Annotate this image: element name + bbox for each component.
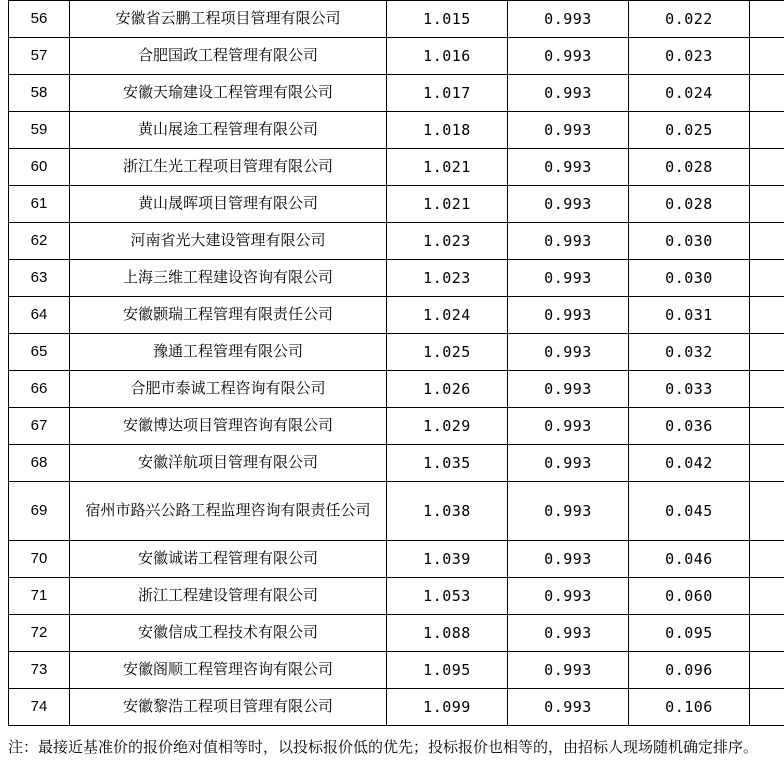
cell-index: 68 xyxy=(9,445,70,482)
cell-remark xyxy=(750,578,784,615)
cell-deviation: 0.024 xyxy=(629,75,750,112)
cell-base-price: 0.993 xyxy=(508,482,629,541)
cell-remark xyxy=(750,445,784,482)
cell-bidder-name: 合肥国政工程管理有限公司 xyxy=(70,38,387,75)
cell-deviation: 0.096 xyxy=(629,652,750,689)
table-row xyxy=(9,112,784,149)
cell-bid-price: 1.016 xyxy=(387,38,508,75)
cell-deviation: 0.028 xyxy=(629,186,750,223)
cell-bidder-name: 安徽诚诺工程管理有限公司 xyxy=(70,541,387,578)
cell-base-price: 0.993 xyxy=(508,408,629,445)
cell-bidder-name: 浙江生光工程项目管理有限公司 xyxy=(70,149,387,186)
cell-index: 62 xyxy=(9,223,70,260)
table-row xyxy=(9,408,784,445)
cell-index: 70 xyxy=(9,541,70,578)
cell-remark xyxy=(750,186,784,223)
cell-index: 69 xyxy=(9,482,70,541)
cell-bid-price: 1.021 xyxy=(387,149,508,186)
cell-deviation: 0.106 xyxy=(629,689,750,726)
cell-bidder-name: 安徽省云鹏工程项目管理有限公司 xyxy=(70,1,387,38)
cell-deviation: 0.030 xyxy=(629,260,750,297)
cell-deviation: 0.036 xyxy=(629,408,750,445)
table-row xyxy=(9,223,784,260)
cell-bid-price: 1.018 xyxy=(387,112,508,149)
cell-bid-price: 1.088 xyxy=(387,615,508,652)
table-footnote: 注：最接近基准价的报价绝对值相等时，以投标报价低的优先；投标报价也相等的，由招标人现场随机确定排序。 xyxy=(8,739,759,756)
cell-deviation: 0.030 xyxy=(629,223,750,260)
cell-base-price: 0.993 xyxy=(508,615,629,652)
cell-base-price: 0.993 xyxy=(508,75,629,112)
cell-bidder-name: 安徽信成工程技术有限公司 xyxy=(70,615,387,652)
cell-index: 61 xyxy=(9,186,70,223)
cell-index: 57 xyxy=(9,38,70,75)
cell-deviation: 0.045 xyxy=(629,482,750,541)
cell-base-price: 0.993 xyxy=(508,186,629,223)
cell-bidder-name: 安徽洋航项目管理有限公司 xyxy=(70,445,387,482)
table-row xyxy=(9,334,784,371)
cell-remark xyxy=(750,371,784,408)
cell-base-price: 0.993 xyxy=(508,223,629,260)
cell-deviation: 0.028 xyxy=(629,149,750,186)
cell-remark xyxy=(750,75,784,112)
cell-base-price: 0.993 xyxy=(508,371,629,408)
cell-bidder-name: 合肥市泰诚工程咨询有限公司 xyxy=(70,371,387,408)
cell-deviation: 0.060 xyxy=(629,578,750,615)
cell-bid-price: 1.015 xyxy=(387,1,508,38)
cell-index: 56 xyxy=(9,1,70,38)
table-row xyxy=(9,689,784,726)
table-row xyxy=(9,482,784,541)
cell-bid-price: 1.024 xyxy=(387,297,508,334)
cell-index: 64 xyxy=(9,297,70,334)
cell-deviation: 0.042 xyxy=(629,445,750,482)
cell-deviation: 0.095 xyxy=(629,615,750,652)
table-body xyxy=(9,1,784,726)
table-row xyxy=(9,578,784,615)
cell-index: 73 xyxy=(9,652,70,689)
cell-remark xyxy=(750,38,784,75)
cell-remark xyxy=(750,223,784,260)
cell-base-price: 0.993 xyxy=(508,578,629,615)
table-row xyxy=(9,652,784,689)
cell-index: 74 xyxy=(9,689,70,726)
cell-bidder-name: 安徽黎浩工程项目管理有限公司 xyxy=(70,689,387,726)
cell-index: 66 xyxy=(9,371,70,408)
cell-bidder-name: 安徽天瑜建设工程管理有限公司 xyxy=(70,75,387,112)
table-row xyxy=(9,149,784,186)
cell-remark xyxy=(750,482,784,541)
cell-remark xyxy=(750,408,784,445)
cell-bidder-name: 宿州市路兴公路工程监理咨询有限责任公司 xyxy=(70,482,387,541)
cell-base-price: 0.993 xyxy=(508,541,629,578)
cell-bid-price: 1.039 xyxy=(387,541,508,578)
cell-bidder-name: 豫通工程管理有限公司 xyxy=(70,334,387,371)
cell-deviation: 0.033 xyxy=(629,371,750,408)
cell-remark xyxy=(750,260,784,297)
cell-base-price: 0.993 xyxy=(508,260,629,297)
cell-remark xyxy=(750,1,784,38)
cell-deviation: 0.023 xyxy=(629,38,750,75)
cell-bidder-name: 河南省光大建设管理有限公司 xyxy=(70,223,387,260)
cell-base-price: 0.993 xyxy=(508,297,629,334)
cell-index: 65 xyxy=(9,334,70,371)
cell-bid-price: 1.017 xyxy=(387,75,508,112)
table-row xyxy=(9,260,784,297)
cell-bid-price: 1.026 xyxy=(387,371,508,408)
table-row xyxy=(9,371,784,408)
cell-base-price: 0.993 xyxy=(508,112,629,149)
cell-index: 58 xyxy=(9,75,70,112)
cell-bid-price: 1.053 xyxy=(387,578,508,615)
cell-remark xyxy=(750,615,784,652)
table-row xyxy=(9,445,784,482)
table-row xyxy=(9,1,784,38)
cell-bid-price: 1.038 xyxy=(387,482,508,541)
cell-bid-price: 1.029 xyxy=(387,408,508,445)
cell-index: 63 xyxy=(9,260,70,297)
table-row xyxy=(9,75,784,112)
cell-deviation: 0.046 xyxy=(629,541,750,578)
cell-bid-price: 1.021 xyxy=(387,186,508,223)
cell-deviation: 0.032 xyxy=(629,334,750,371)
bid-evaluation-table xyxy=(8,0,784,726)
cell-bid-price: 1.023 xyxy=(387,260,508,297)
cell-deviation: 0.031 xyxy=(629,297,750,334)
cell-bid-price: 1.025 xyxy=(387,334,508,371)
cell-bid-price: 1.095 xyxy=(387,652,508,689)
cell-bidder-name: 安徽博达项目管理咨询有限公司 xyxy=(70,408,387,445)
cell-deviation: 0.025 xyxy=(629,112,750,149)
cell-bid-price: 1.035 xyxy=(387,445,508,482)
cell-index: 60 xyxy=(9,149,70,186)
cell-remark xyxy=(750,689,784,726)
table-row xyxy=(9,38,784,75)
cell-deviation: 0.022 xyxy=(629,1,750,38)
cell-index: 67 xyxy=(9,408,70,445)
cell-bidder-name: 黄山晟晖项目管理有限公司 xyxy=(70,186,387,223)
cell-index: 71 xyxy=(9,578,70,615)
cell-remark xyxy=(750,652,784,689)
cell-bid-price: 1.099 xyxy=(387,689,508,726)
cell-bidder-name: 安徽颢瑞工程管理有限责任公司 xyxy=(70,297,387,334)
cell-bidder-name: 上海三维工程建设咨询有限公司 xyxy=(70,260,387,297)
cell-bidder-name: 浙江工程建设管理有限公司 xyxy=(70,578,387,615)
cell-index: 59 xyxy=(9,112,70,149)
cell-base-price: 0.993 xyxy=(508,652,629,689)
cell-remark xyxy=(750,541,784,578)
cell-bidder-name: 黄山展途工程管理有限公司 xyxy=(70,112,387,149)
cell-base-price: 0.993 xyxy=(508,334,629,371)
table-row xyxy=(9,297,784,334)
table-row xyxy=(9,541,784,578)
cell-remark xyxy=(750,149,784,186)
cell-base-price: 0.993 xyxy=(508,689,629,726)
cell-base-price: 0.993 xyxy=(508,149,629,186)
cell-base-price: 0.993 xyxy=(508,38,629,75)
cell-base-price: 0.993 xyxy=(508,445,629,482)
cell-remark xyxy=(750,334,784,371)
cell-index: 72 xyxy=(9,615,70,652)
cell-bidder-name: 安徽阁顺工程管理咨询有限公司 xyxy=(70,652,387,689)
table-row xyxy=(9,615,784,652)
cell-bid-price: 1.023 xyxy=(387,223,508,260)
cell-remark xyxy=(750,297,784,334)
cell-base-price: 0.993 xyxy=(508,1,629,38)
cell-remark xyxy=(750,112,784,149)
table-row xyxy=(9,186,784,223)
